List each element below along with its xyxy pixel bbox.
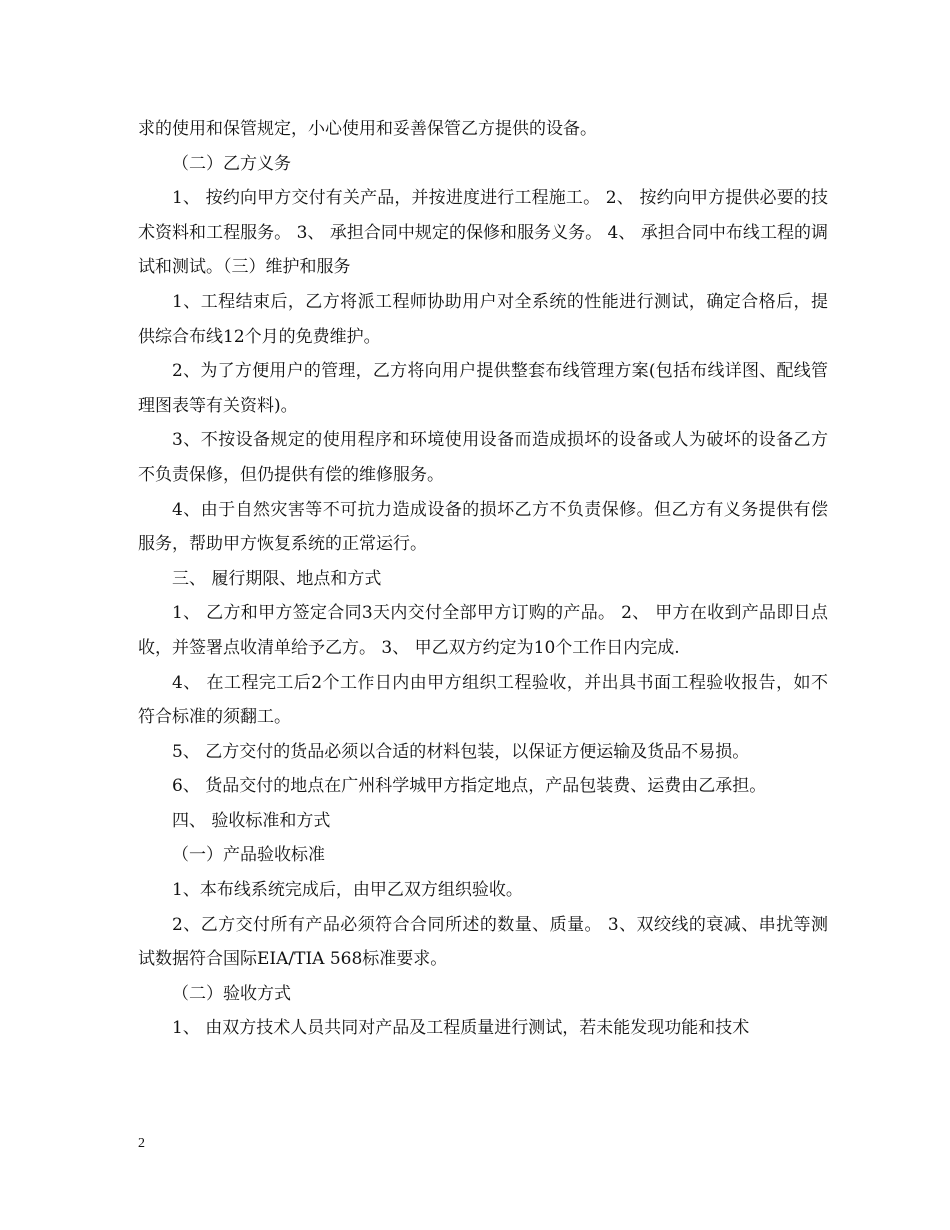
paragraph: 1、工程结束后，乙方将派工程师协助用户对全系统的性能进行测试，确定合格后，提供综合布线12个月的免费维护。 [138, 291, 828, 347]
document-body [138, 112, 828, 1046]
paragraph: 2、为了方便用户的管理，乙方将向用户提供整套布线管理方案(包括布线详图、配线管理图表等有关资料)。 [138, 361, 828, 416]
paragraph: 4、由于自然灾害等不可抗力造成设备的损坏乙方不负责保修。但乙方有义务提供有偿服务，帮助甲方恢复系统的正常运行。 [138, 499, 828, 555]
page-number: 2 [138, 1136, 145, 1151]
paragraph: 2、乙方交付所有产品必须符合合同所述的数量、质量。 3、双绞线的衰减、串扰等测试数据符合国际EIA/TIA 568标准要求。 [138, 914, 828, 970]
paragraph: 1、本布线系统完成后，由甲乙双方组织验收。 [172, 880, 523, 901]
paragraph: 1、 由双方技术人员共同对产品及工程质量进行测试，若未能发现功能和技术 [172, 1018, 750, 1039]
paragraph: 求的使用和保管规定，小心使用和妥善保管乙方提供的设备。 [138, 119, 597, 139]
paragraph: 四、 验收标准和方式 [172, 810, 331, 831]
paragraph: 1、 按约向甲方交付有关产品，并按进度进行工程施工。 2、 按约向甲方提供必要的技术资料和工程服务。 3、 承担合同中规定的保修和服务义务。 4、 承担合同中布线工程的调试和测试。（三）维护和服务 [138, 188, 828, 278]
paragraph: 1、 乙方和甲方签定合同3天内交付全部甲方订购的产品。 2、 甲方在收到产品即日点收，并签署点收清单给予乙方。 3、 甲乙双方约定为10个工作日内完成. [138, 603, 828, 658]
paragraph: 3、不按设备规定的使用程序和环境使用设备而造成损坏的设备或人为破坏的设备乙方不负责保修，但仍提供有偿的维修服务。 [138, 430, 828, 485]
paragraph: （二）验收方式 [172, 983, 291, 1004]
paragraph: 4、 在工程完工后2个工作日内由甲方组织工程验收，并出具书面工程验收报告，如不符合标准的须翻工。 [138, 672, 828, 728]
paragraph: （一）产品验收标准 [172, 845, 325, 866]
paragraph: （二）乙方义务 [172, 153, 291, 174]
paragraph: 5、 乙方交付的货品必须以合适的材料包装，以保证方便运输及货品不易损。 [172, 741, 750, 762]
paragraph: 6、 货品交付的地点在广州科学城甲方指定地点，产品包装费、运费由乙承担。 [172, 776, 767, 797]
paragraph: 三、 履行期限、地点和方式 [172, 568, 382, 589]
